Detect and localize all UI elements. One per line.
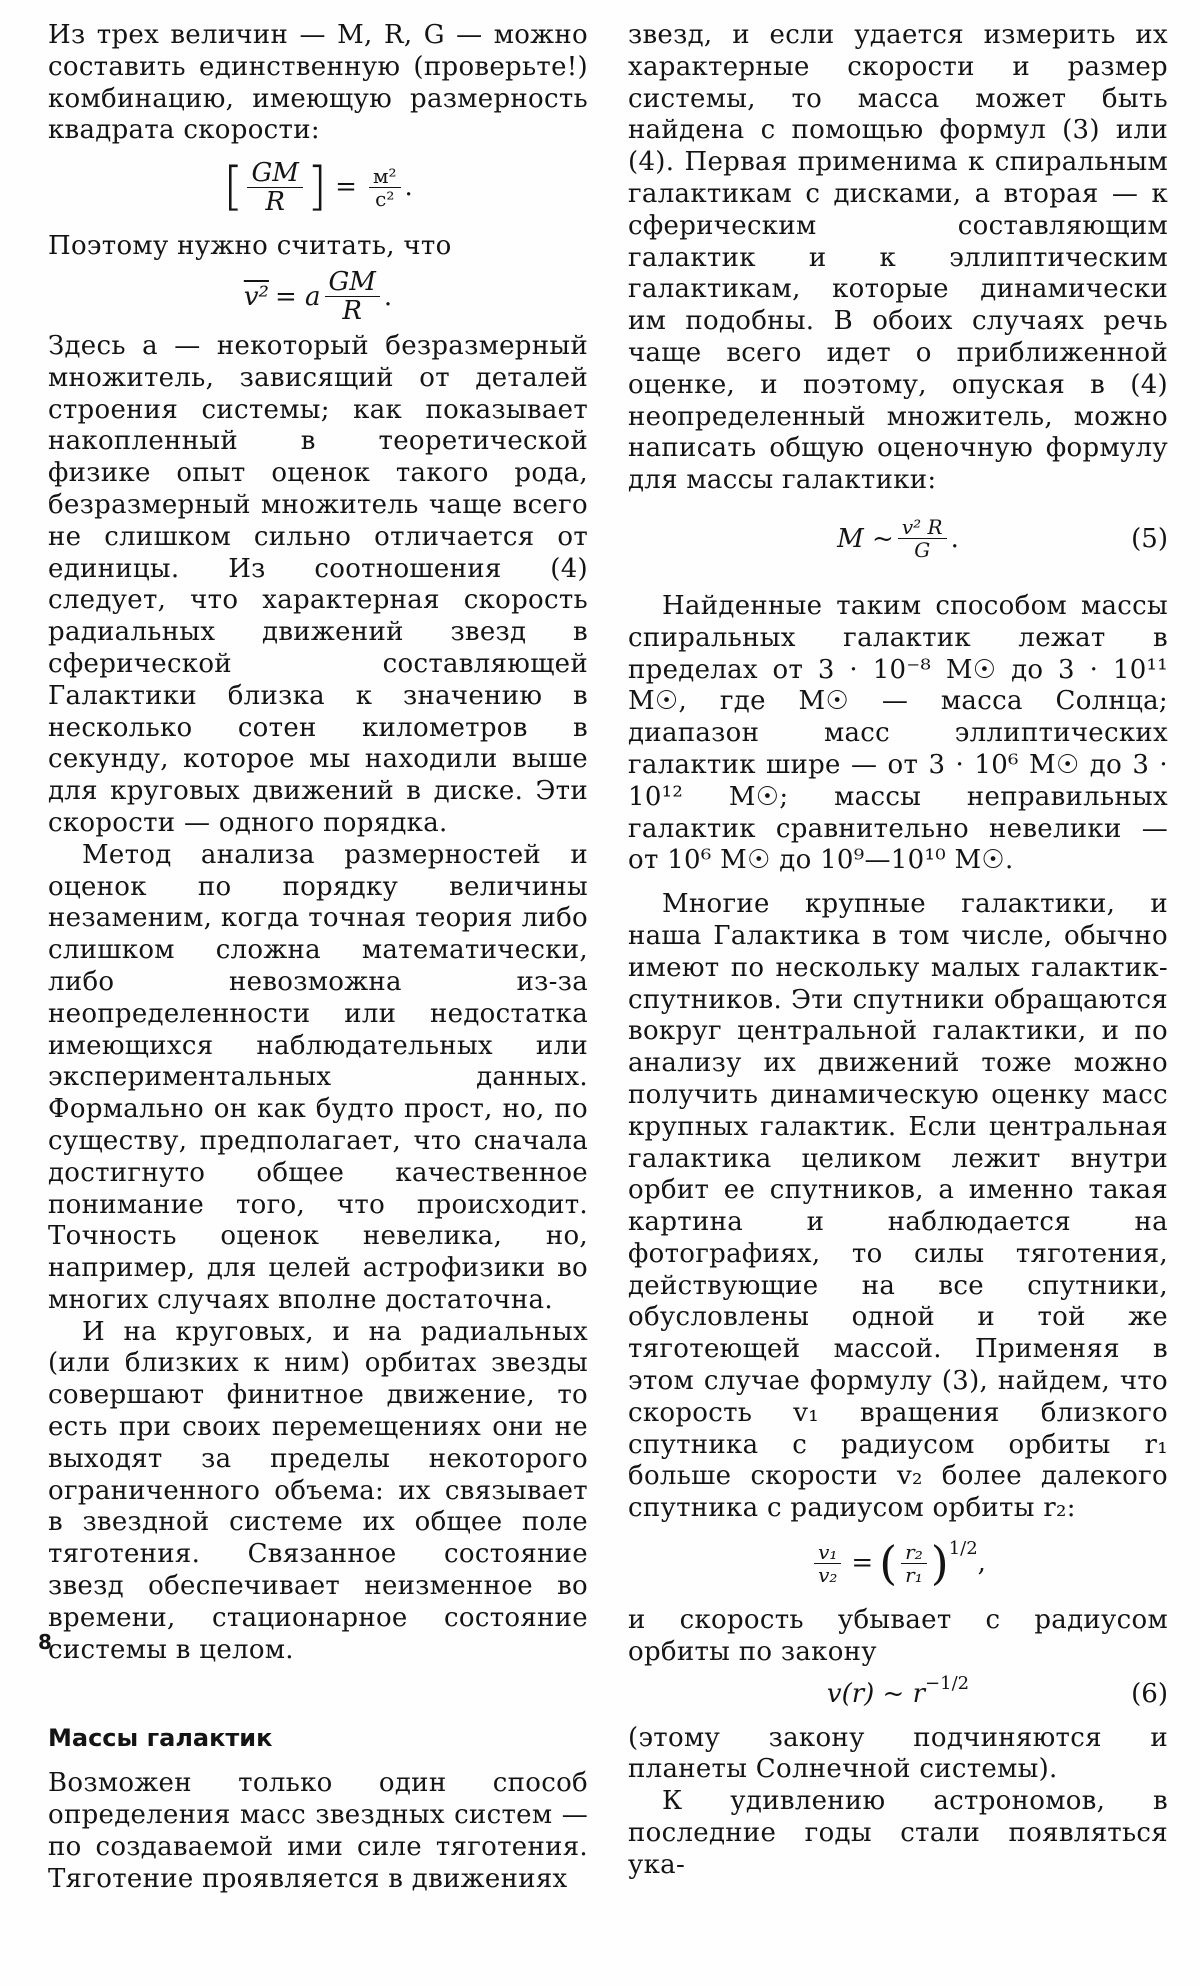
- paragraph: И на круговых, и на радиальных (или близких к ним) орбитах звезды совершают финитное движение, то есть при своих перемещениях они не выходят за пределы некоторого ограниченного объема: их связывает в звездной системе их общее поле тяготения. Связанное состояние звезд обеспечивает неизменное во времени, стационарное состояние системы в целом.: [48, 1316, 588, 1665]
- section-heading: Массы галактик: [48, 1724, 273, 1753]
- fraction-numerator: GM: [247, 159, 302, 188]
- fraction-numerator: v² R: [898, 516, 947, 539]
- paragraph: Возможен только один способ определения масс звездных систем — по создаваемой ими силе тяготения. Тяготение проявляется в движениях: [48, 1768, 588, 1894]
- paragraph: и скорость убывает с радиусом орбиты по закону: [628, 1605, 1168, 1667]
- formula-ratio: $\frac{\text{v₁}}{\text{v₂}}$ = ( $\frac{\text{r₂}}{\text{r₁}}$ ) $^{1/2}$ ,: [628, 1525, 1168, 1601]
- paragraph: Найденные таким способом массы спиральных галактик лежат в пределах от 3 · 10⁻⁸ M☉ до 3 · 10¹¹ M☉, где M☉ — масса Солнца; диапазон масс эллиптических галактик шире — от 3 · 10⁶ M☉ до 3 · 10¹² M☉; массы неправильных галактик сравнительно невелики — от 10⁶ M☉ до 10⁹—10¹⁰ M☉.: [628, 590, 1168, 876]
- formula-mass: M ~ $\frac{\text{v² R}}{G}$ . (5): [837, 515, 1168, 563]
- formula-dimension: [ $\frac{GM}{R}$ ] = $\frac{\text{м²}}{\text{с²}}$ .: [223, 157, 413, 218]
- formula-law: v(r) ~ r $^{-1/2}$ (6): [826, 1672, 1168, 1709]
- paragraph: Здесь a — некоторый безразмерный множитель, зависящий от деталей строения системы; как показывает накопленный в теоретической физике опыт оценок такого рода, безразмерный множитель чаще всего не слишком сильно отличается от единицы. Из соотношения (4) следует, что характерная скорость радиальных движений звезд в сферической составляющей Галактики близка к значению в несколько сотен километров в секунду, которое мы находили выше для круговых движений в диске. Эти скорости — одного порядка.: [48, 330, 588, 838]
- page-number: 8: [38, 1630, 52, 1654]
- paragraph: Метод анализа размерностей и оценок по порядку величины незаменим, когда точная теория либо слишком сложна математически, либо невозможна из-за неопределенности или недостатка имеющихся наблюдательных или экспериментальных данных. Формально он как будто прост, но, по существу, предполагает, что сначала достигнуто общее качественное понимание того, что происходит. Точность оценок невелика, но, например, для целей астрофизики во многих случаях вполне достаточна.: [48, 839, 588, 1315]
- equation-number: (6): [1131, 1678, 1168, 1709]
- fraction-numerator: r₂: [901, 1541, 927, 1564]
- fraction-numerator: м²: [369, 165, 401, 188]
- paragraph: звезд, и если удается измерить их характерные скорости и размер системы, то масса может быть найдена с помощью формул (3) или (4). Первая применима к спиральным галактикам с дисками, а вторая — к сферическим составляющим галактик и к эллиптическим галактикам, которые динамически им подобны. В обоих случаях речь чаще всего идет о приближенной оценке, и поэтому, опуская в (4) неопределенный множитель, можно написать общую оценочную формулу для массы галактики:: [628, 20, 1168, 496]
- fraction-denominator: с²: [375, 186, 395, 211]
- fraction-numerator: v₁: [814, 1541, 841, 1564]
- paragraph: К удивлению астрономов, в последние годы стали появляться ука-: [628, 1786, 1168, 1880]
- fraction-denominator: R: [265, 186, 285, 217]
- fraction-denominator: r₁: [905, 1562, 923, 1587]
- paragraph: Поэтому нужно считать, что: [48, 231, 452, 262]
- paragraph: Из трех величин — M, R, G — можно составить единственную (проверьте!) комбинацию, имеющую размерность квадрата скорости:: [48, 20, 588, 146]
- left-column: [48, 20, 588, 1896]
- fraction-denominator: R: [342, 296, 362, 327]
- formula-velocity: v² = a $\frac{GM}{R}$ .: [243, 267, 393, 327]
- equation-number: (5): [1131, 523, 1168, 554]
- fraction-denominator: v₂: [818, 1562, 838, 1587]
- right-column: [628, 20, 1168, 1882]
- fraction-denominator: G: [914, 538, 931, 563]
- paragraph: (этому закону подчиняются и планеты Солнечной системы).: [628, 1722, 1168, 1785]
- paragraph: Многие крупные галактики, и наша Галактика в том числе, обычно имеют по нескольку малых галактик-спутников. Эти спутники обращаются вокруг центральной галактики, и по анализу их движений тоже можно получить динамическую оценку масс крупных галактик. Если центральная галактика целиком лежит внутри орбит ее спутников, а именно такая картина и наблюдается на фотографиях, то силы тяготения, действующие на все спутники, обусловлены одной и той же тяготеющей массой. Применяя в этом случае формулу (3), найдем, что скорость v₁ вращения близкого спутника с радиусом орбиты r₁ больше скорости v₂ более далекого спутника с радиусом орбиты r₂:: [628, 889, 1168, 1524]
- fraction-numerator: GM: [325, 268, 380, 297]
